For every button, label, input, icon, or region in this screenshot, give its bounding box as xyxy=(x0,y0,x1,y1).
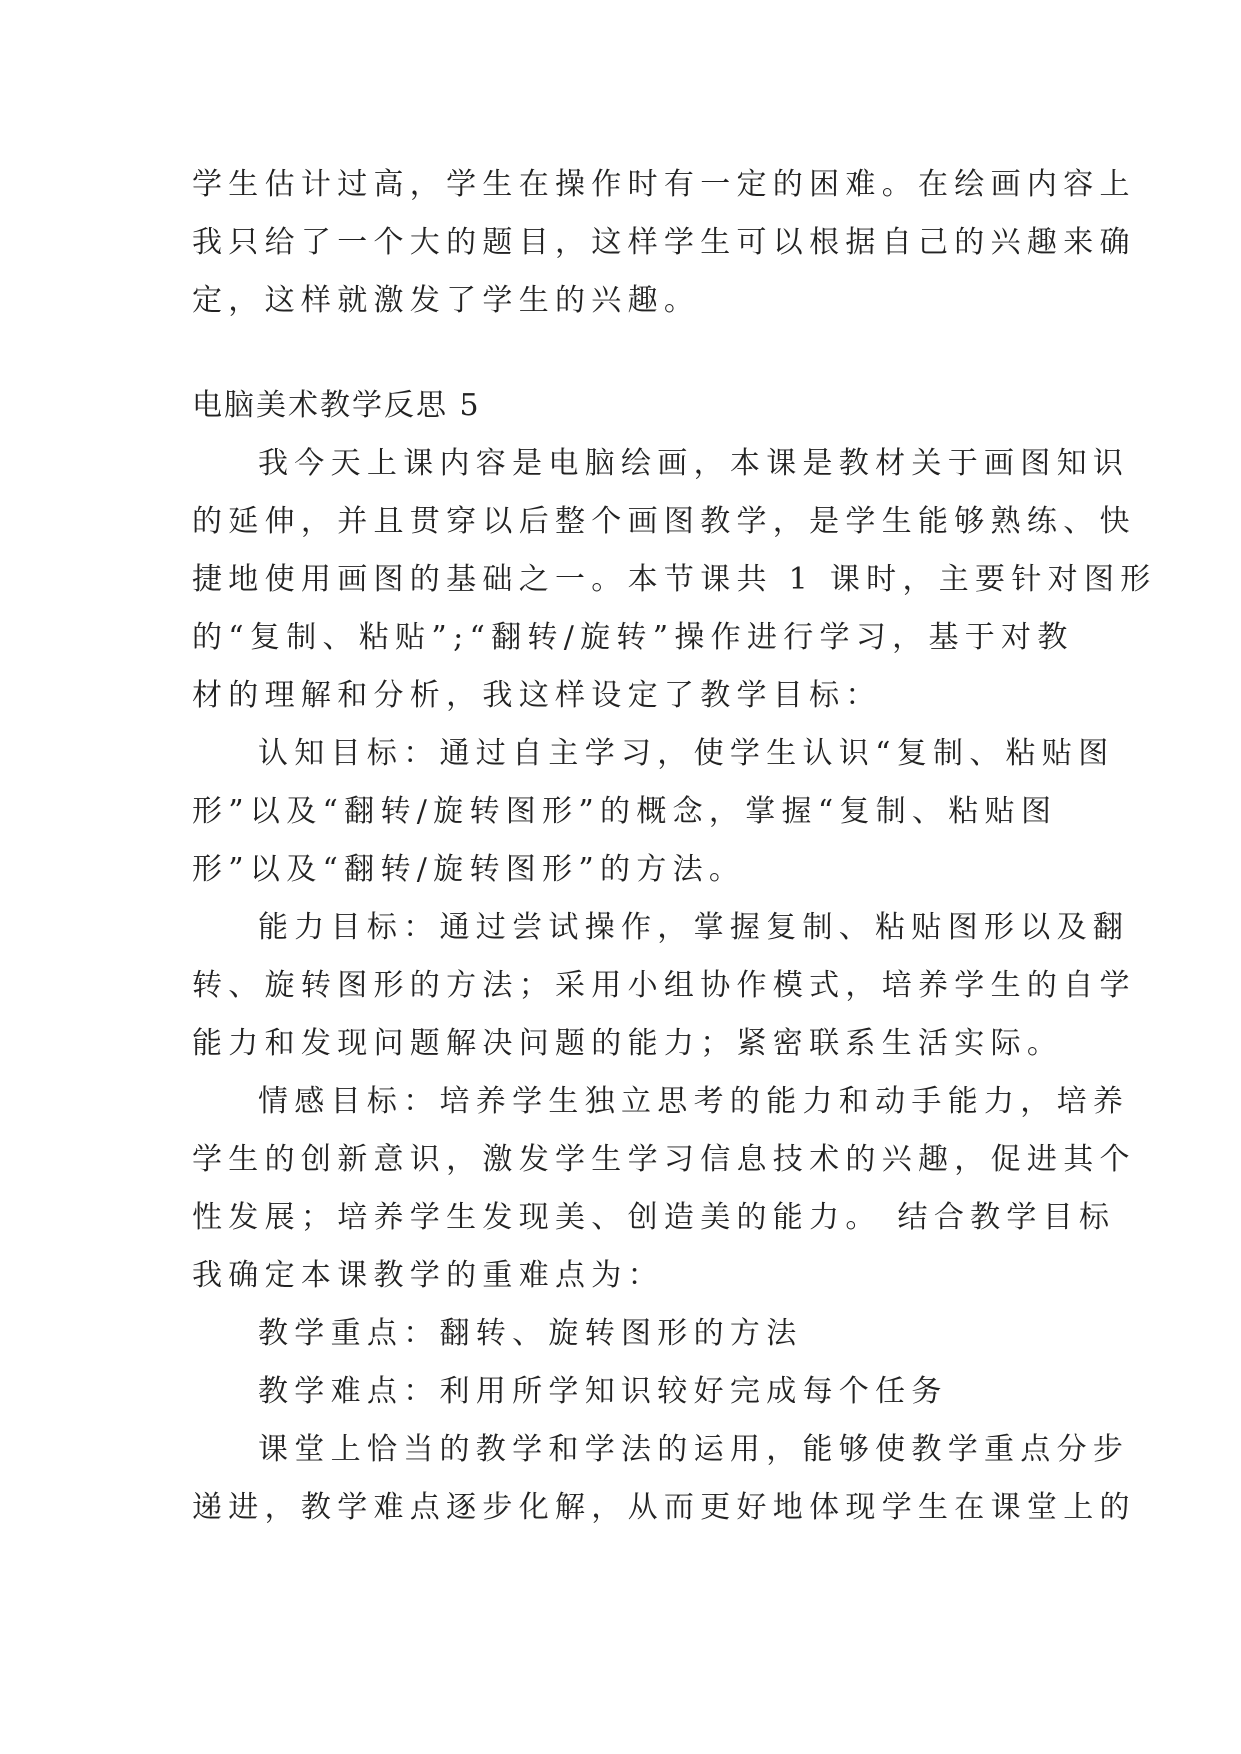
text-line: 捷地使用画图的基础之一。本节课共 1 课时，主要针对图形 xyxy=(192,562,1157,597)
text-line: 性发展；培养学生发现美、创造美的能力。 结合教学目标 xyxy=(192,1200,1116,1235)
text-line: 学生估计过高，学生在操作时有一定的困难。在绘画内容上 xyxy=(192,167,1136,202)
document-body xyxy=(192,156,1157,1537)
text-line: 我确定本课教学的重难点为： xyxy=(192,1258,664,1293)
text-line: 能力和发现问题解决问题的能力；紧密联系生活实际。 xyxy=(192,1026,1064,1061)
text-line: 递进，教学难点逐步化解，从而更好地体现学生在课堂上的 xyxy=(192,1490,1136,1525)
text-line: 定，这样就激发了学生的兴趣。 xyxy=(192,283,701,318)
text-line: 我今天上课内容是电脑绘画，本课是教材关于画图知识 xyxy=(258,446,1130,481)
text-line: 认知目标：通过自主学习，使学生认识“复制、粘贴图 xyxy=(258,736,1115,771)
text-line: 形”以及“翻转/旋转图形”的方法。 xyxy=(192,852,746,887)
text-line: 的延伸，并且贯穿以后整个画图教学，是学生能够熟练、快 xyxy=(192,504,1136,539)
text-line: 能力目标：通过尝试操作，掌握复制、粘贴图形以及翻 xyxy=(258,910,1130,945)
text-line: 形”以及“翻转/旋转图形”的概念，掌握“复制、粘贴图 xyxy=(192,794,1058,829)
text-line: 学生的创新意识，激发学生学习信息技术的兴趣，促进其个 xyxy=(192,1142,1136,1177)
text-line: 教学难点：利用所学知识较好完成每个任务 xyxy=(258,1374,948,1409)
text-line: 教学重点：翻转、旋转图形的方法 xyxy=(258,1316,803,1351)
text-line: 我只给了一个大的题目，这样学生可以根据自己的兴趣来确 xyxy=(192,225,1136,260)
text-line: 课堂上恰当的教学和学法的运用，能够使教学重点分步 xyxy=(258,1432,1130,1467)
text-line: 材的理解和分析，我这样设定了教学目标： xyxy=(192,678,882,713)
text-line: 的“复制、粘贴”;“翻转/旋转”操作进行学习，基于对教 xyxy=(192,620,1074,655)
text-line: 转、旋转图形的方法；采用小组协作模式，培养学生的自学 xyxy=(192,968,1136,1003)
section-title: 电脑美术教学反思 5 xyxy=(192,388,481,423)
text-line: 情感目标：培养学生独立思考的能力和动手能力，培养 xyxy=(258,1084,1130,1119)
paragraph-gap xyxy=(192,330,1052,377)
